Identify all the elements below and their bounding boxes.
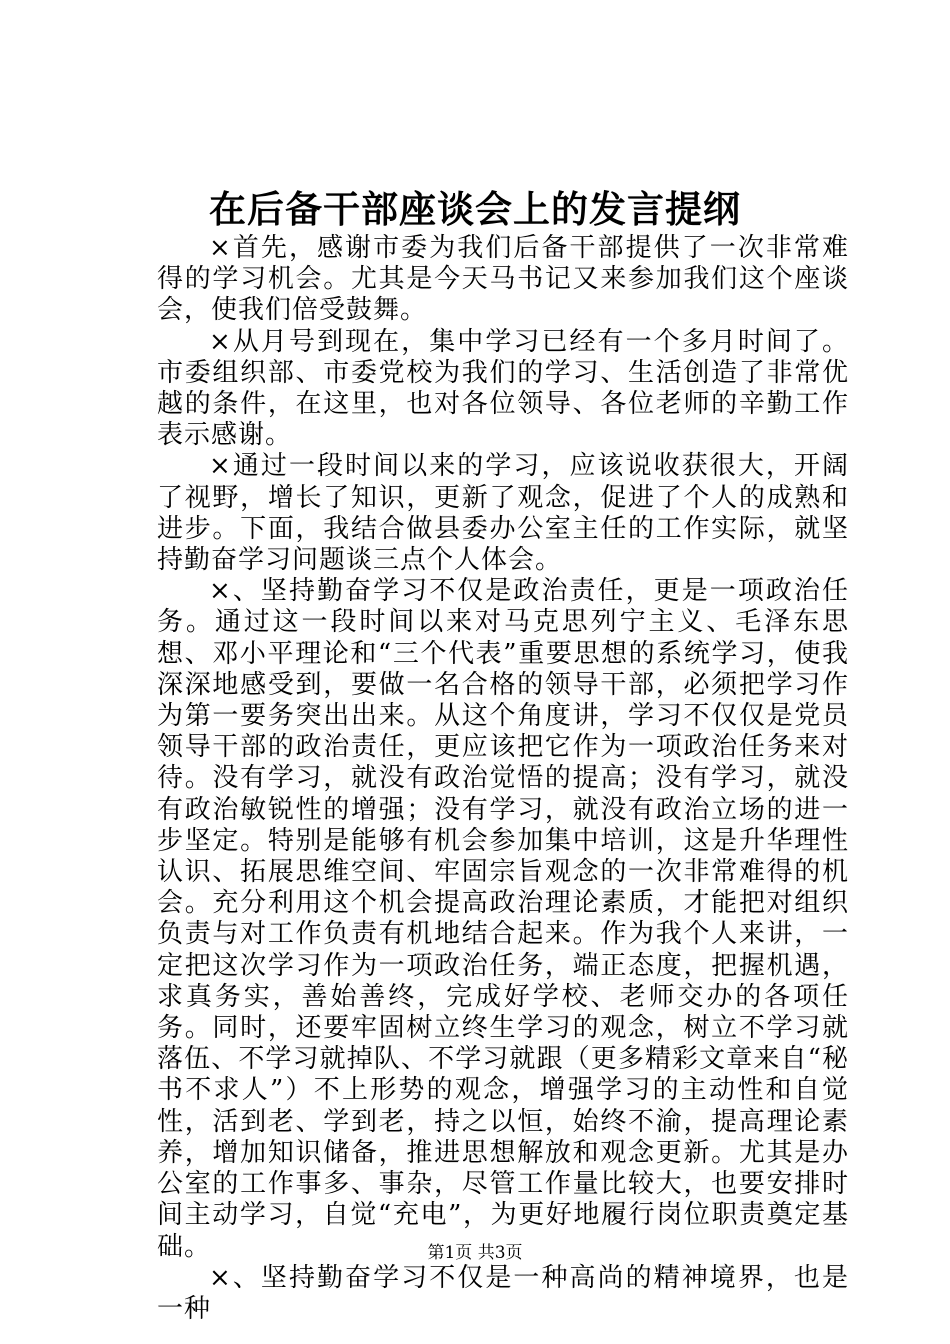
paragraph-2: ×从月号到现在，集中学习已经有一个多月时间了。市委组织部、市委党校为我们的学习、生活创造了非常优越的条件，在这里，也对各位领导、各位老师的辛勤工作表示感谢。	[157, 326, 849, 451]
page-number-footer: 第1页 共3页	[427, 1243, 523, 1263]
paragraph-4: ×、坚持勤奋学习不仅是政治责任，更是一项政治任务。通过这一段时间以来对马克思列宁主义、毛泽东思想、邓小平理论和“三个代表”重要思想的系统学习，使我深深地感受到，要做一名合格的领导干部，必须把学习作为第一要务突出出来。从这个角度讲，学习不仅仅是党员领导干部的政治责任，更应该把它作为一项政治任务来对待。没有学习，就没有政治觉悟的提高；没有学习，就没有政治敏锐性的增强；没有学习，就没有政治立场的进一步坚定。特别是能够有机会参加集中培训，这是升华理性认识、拓展思维空间、牢固宗旨观念的一次非常难得的机会。充分利用这个机会提高政治理论素质，才能把对组织负责与对工作负责有机地结合起来。作为我个人来讲，一定把这次学习作为一项政治任务，端正态度，把握机遇，求真务实，善始善终，完成好学校、老师交办的各项任务。同时，还要牢固树立终生学习的观念，树立不学习就落伍、不学习就掉队、不学习就跟（更多精彩文章来自“秘书不求人”）不上形势的观念，增强学习的主动性和自觉性，活到老、学到老，持之以恒，始终不渝，提高理论素养，增加知识储备，推进思想解放和观念更新。尤其是办公室的工作事多、事杂，尽管工作量比较大，也要安排时间主动学习，自觉“充电”，为更好地履行岗位职责奠定基础。	[157, 576, 849, 1262]
paragraph-5: ×、坚持勤奋学习不仅是一种高尚的精神境界，也是一种	[157, 1262, 849, 1324]
paragraph-3: ×通过一段时间以来的学习，应该说收获很大，开阔了视野，增长了知识，更新了观念，促进了个人的成熟和进步。下面，我结合做县委办公室主任的工作实际，就坚持勤奋学习问题谈三点个人体会。	[157, 451, 849, 576]
document-body	[157, 233, 849, 1325]
paragraph-1: ×首先，感谢市委为我们后备干部提供了一次非常难得的学习机会。尤其是今天马书记又来参加我们这个座谈会，使我们倍受鼓舞。	[157, 233, 849, 326]
document-title: 在后备干部座谈会上的发言提纲	[209, 188, 741, 231]
